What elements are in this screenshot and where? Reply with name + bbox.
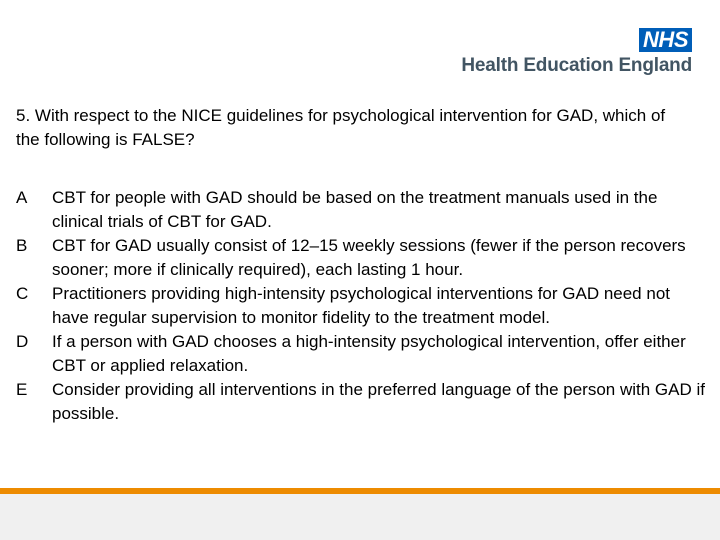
option-letter: A — [16, 188, 28, 207]
option-b — [16, 234, 706, 282]
option-letter: D — [16, 332, 29, 351]
organisation-name: Health Education England — [461, 55, 692, 76]
option-text: Practitioners providing high-intensity psychological interventions for GAD need not have regular supervision to monitor fidelity to the treatment model. — [52, 284, 670, 327]
option-text: CBT for people with GAD should be based on the treatment manuals used in the clinical trials of CBT for GAD. — [52, 188, 658, 231]
answer-options — [16, 186, 706, 426]
nhs-logo — [432, 28, 692, 78]
question-text: 5. With respect to the NICE guidelines for psychological intervention for GAD, which of the following is FALSE? — [16, 106, 666, 149]
option-a — [16, 186, 706, 234]
option-text: CBT for GAD usually consist of 12–15 weekly sessions (fewer if the person recovers sooner; more if clinically required), each lasting 1 hour. — [52, 236, 686, 279]
option-letter: B — [16, 236, 28, 255]
option-c — [16, 282, 706, 330]
option-e — [16, 378, 706, 426]
option-text: If a person with GAD chooses a high-intensity psychological intervention, offer either CBT or applied relaxation. — [52, 332, 686, 375]
footer-band — [0, 494, 720, 540]
option-letter: C — [16, 284, 29, 303]
nhs-logo-mark: NHS — [639, 28, 692, 52]
option-letter: E — [16, 380, 28, 399]
option-text: Consider providing all interventions in the preferred language of the person with GAD if possible. — [52, 380, 705, 423]
option-d — [16, 330, 706, 378]
